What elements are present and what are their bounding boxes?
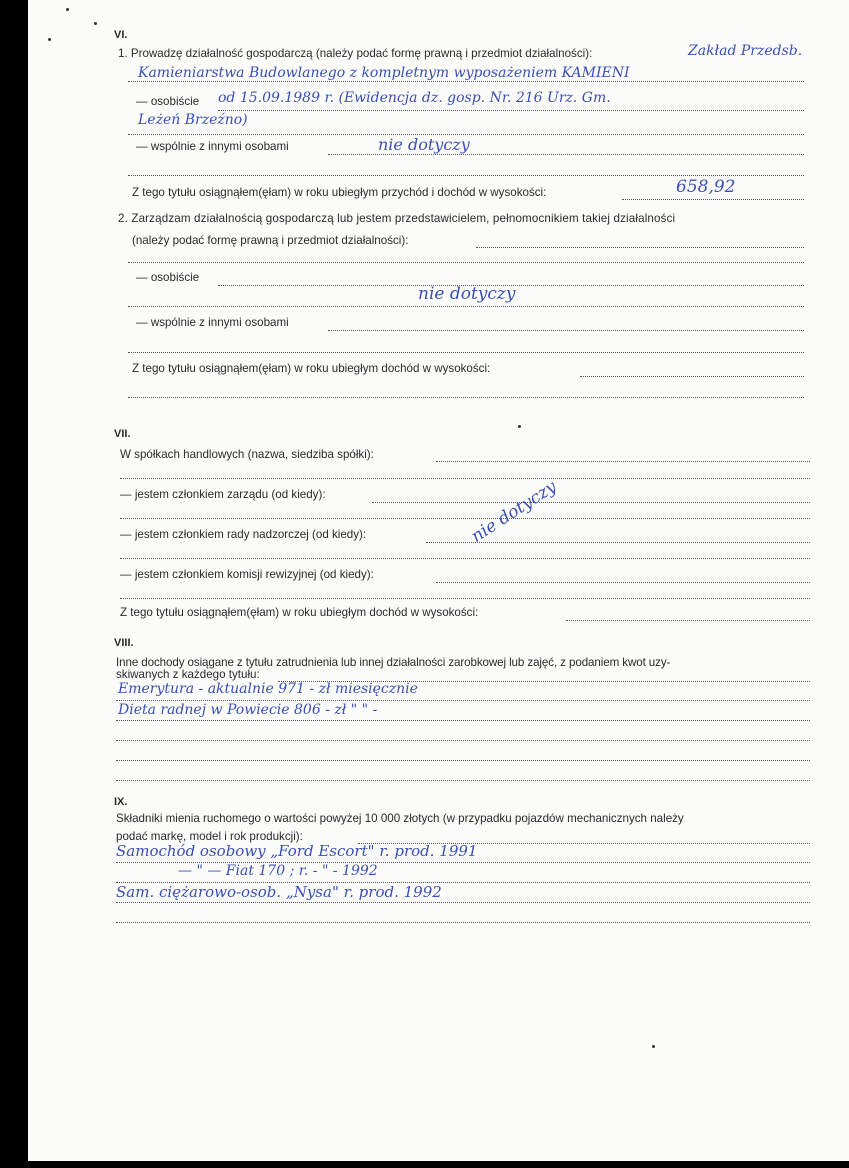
dotted-line [128,306,804,307]
dotted-line [128,352,804,353]
dotted-line [116,922,810,923]
dotted-line [436,461,810,462]
ix-answer-a: Samochód osobowy „Ford Escort" r. prod. 1991 [116,842,478,860]
dotted-line [116,780,810,781]
viii-answer-a: Emerytura - aktualnie 971 - zł miesięcznie [118,681,418,697]
vi-joint2-label: — wspólnie z innymi osobami [136,316,289,329]
vi-joint-answer: nie dotyczy [378,135,470,154]
vi-item2-label: 2. Zarządzam działalnością gospodarczą lub jestem przedstawicielem, pełnomocnikiem takiej działalności [118,212,676,225]
ix-answer-b: — " — Fiat 170 ; r. - " - 1992 [178,863,378,879]
vii-board-label: — jestem członkiem zarządu (od kiedy): [120,488,326,501]
ix-label-b: podać markę, model i rok produkcji): [116,830,303,843]
scan-speck [48,38,51,41]
dotted-line [328,330,804,331]
dotted-line [116,902,810,903]
vi-joint-label: — wspólnie z innymi osobami [136,140,289,153]
vi-personal-answer-b: Leżeń Brzeźno) [138,112,248,128]
vi-item1-answer-a: Zakład Przedsb. [688,43,803,59]
vi-item1-label: 1. Prowadzę działalność gospodarczą (należy podać formę prawną i przedmiot działalności): [118,47,593,60]
dotted-line [128,262,804,263]
vii-answer: nie dotyczy [467,476,561,547]
dotted-line [120,518,810,519]
document-page [28,0,849,1161]
section-viii-heading: VIII. [114,637,134,649]
vi-item2-answer: nie dotyczy [418,284,516,304]
dotted-line [218,110,804,111]
section-ix-heading: IX. [114,796,128,808]
dotted-line [622,199,804,200]
section-vi-heading: VI. [114,29,128,41]
dotted-line [116,740,810,741]
dotted-line [116,760,810,761]
scan-speck [652,1045,655,1048]
vi-income-label: Z tego tytułu osiągnąłem(ęłam) w roku ubiegłym przychód i dochód w wysokości: [132,186,547,199]
ix-label-a: Składniki mienia ruchomego o wartości powyżej 10 000 złotych (w przypadku pojazdów mechanicznych należy [116,812,684,825]
dotted-line [116,720,810,721]
vi-income-answer: 658,92 [676,177,736,197]
viii-answer-b: Dieta radnej w Powiecie 806 - zł " " - [118,702,378,718]
vi-item1-answer-b: Kamieniarstwa Budowlanego z kompletnym wyposażeniem KAMIENI [138,65,630,81]
dotted-line [120,598,810,599]
vi-personal-label: — osobiście [136,95,200,108]
scan-speck [518,425,521,428]
vi-personal2-label: — osobiście [136,271,200,284]
dotted-line [436,582,810,583]
vii-companies-label: W spółkach handlowych (nazwa, siedziba spółki): [120,448,374,461]
viii-label-a: Inne dochody osiągane z tytułu zatrudnienia lub innej działalności zarobkowej lub zajęć, z podaniem kwot uzy- [116,656,671,669]
scan-speck [66,8,69,11]
dotted-line [120,558,810,559]
dotted-line [128,397,804,398]
dotted-line [372,502,810,503]
dotted-line [476,247,804,248]
vi-personal-answer-a: od 15.09.1989 r. (Ewidencja dz. gosp. Nr. 216 Urz. Gm. [218,90,611,106]
vii-supervisory-label: — jestem członkiem rady nadzorczej (od kiedy): [120,528,367,541]
scan-speck [94,22,97,25]
dotted-line [580,376,804,377]
dotted-line [328,154,804,155]
vi-income2-label: Z tego tytułu osiągnąłem(ęłam) w roku ubiegłym dochód w wysokości: [132,362,491,375]
vi-item2-label-b: (należy podać formę prawną i przedmiot działalności): [132,234,409,247]
vii-audit-label: — jestem członkiem komisji rewizyjnej (od kiedy): [120,568,374,581]
vii-income-label: Z tego tytułu osiągnąłem(ęłam) w roku ubiegłym dochód w wysokości: [120,606,479,619]
dotted-line [120,478,810,479]
dotted-line [566,620,810,621]
ix-answer-c: Sam. ciężarowo-osob. „Nysa" r. prod. 1992 [116,883,442,901]
dotted-line [128,175,804,176]
viii-label-b: skiwanych z każdego tytułu: [116,668,260,681]
section-vii-heading: VII. [114,428,131,440]
